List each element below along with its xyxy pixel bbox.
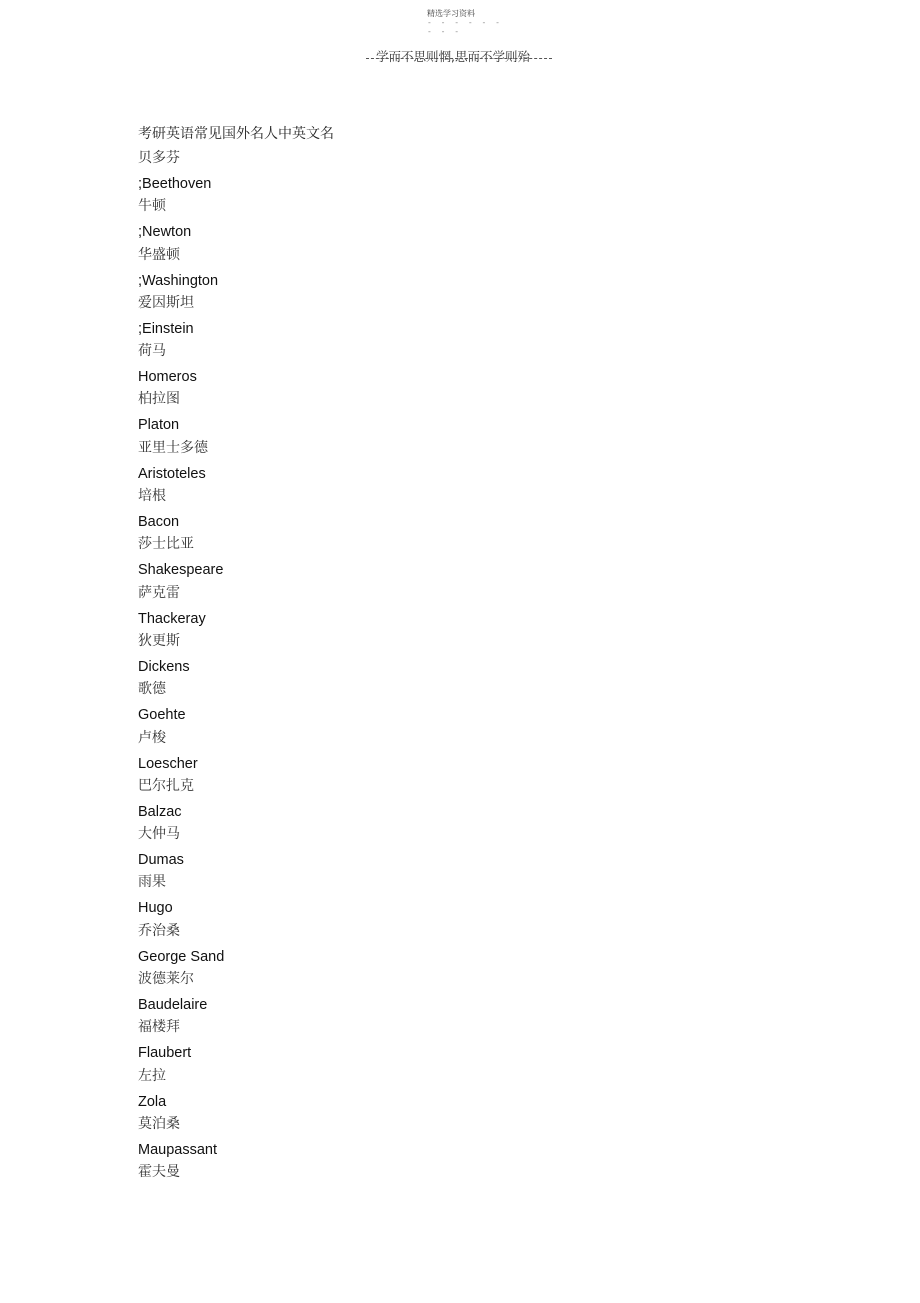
- header-label: 精选学习资料: [427, 9, 475, 18]
- page-title: 考研英语常见国外名人中英文名: [138, 126, 334, 142]
- english-name: ;Washington: [138, 272, 219, 289]
- motto-strike-line: [366, 58, 552, 59]
- english-name: Homeros: [138, 369, 197, 386]
- english-name: ;Beethoven: [138, 176, 212, 192]
- list-item: [138, 1018, 538, 1066]
- header-dashes: - - -: [427, 27, 462, 36]
- chinese-name: 柏拉图: [138, 391, 180, 408]
- english-name: Baudelaire: [138, 997, 208, 1014]
- chinese-name: 莫泊桑: [138, 1115, 180, 1132]
- chinese-name: 培根: [138, 488, 166, 505]
- chinese-name: 爱因斯坦: [138, 294, 194, 311]
- english-name: Aristoteles: [138, 465, 206, 482]
- chinese-name: 福楼拜: [138, 1019, 180, 1036]
- english-name: Platon: [138, 417, 180, 434]
- chinese-name: 荷马: [138, 343, 166, 360]
- english-name: ;Newton: [138, 224, 192, 241]
- list-item: [138, 197, 538, 245]
- chinese-name: 狄更斯: [138, 632, 180, 649]
- english-name: Flaubert: [138, 1045, 192, 1062]
- chinese-name: 霍夫曼: [138, 1164, 180, 1181]
- english-name: George Sand: [138, 948, 225, 965]
- list-item: [138, 439, 538, 487]
- english-name: Loescher: [138, 755, 198, 772]
- chinese-name: 波德莱尔: [138, 971, 194, 988]
- motto-text: 学而不思则惘,思而不学则殆: [376, 49, 530, 64]
- list-item: [138, 342, 538, 390]
- chinese-name: 乔治桑: [138, 922, 180, 939]
- english-name: ;Einstein: [138, 320, 194, 337]
- list-item: [138, 729, 538, 777]
- chinese-name: 华盛顿: [138, 246, 180, 263]
- english-name: Balzac: [138, 803, 182, 820]
- chinese-name: 贝多芬: [138, 150, 180, 166]
- english-name: Dickens: [138, 658, 190, 675]
- list-item: [138, 922, 538, 970]
- chinese-name: 萨克雷: [138, 584, 180, 601]
- chinese-name: 左拉: [138, 1067, 166, 1084]
- english-name: Zola: [138, 1093, 167, 1110]
- chinese-name: 卢梭: [138, 729, 166, 746]
- chinese-name: 亚里士多德: [138, 439, 208, 456]
- list-item: [138, 487, 538, 535]
- list-item: [138, 1067, 538, 1115]
- list-item: [138, 680, 538, 728]
- header-dashes: - - - - - -: [427, 18, 502, 27]
- list-item: [138, 149, 538, 197]
- chinese-name: 大仲马: [138, 826, 180, 843]
- english-name: Hugo: [138, 900, 173, 917]
- english-name: Goehte: [138, 707, 186, 724]
- english-name: Bacon: [138, 514, 180, 531]
- name-list: [138, 149, 538, 1212]
- chinese-name: 牛顿: [138, 198, 166, 215]
- list-item: [138, 1163, 538, 1211]
- english-name: Thackeray: [138, 610, 206, 627]
- list-item: [138, 390, 538, 438]
- list-item: [138, 970, 538, 1018]
- english-name: Shakespeare: [138, 562, 224, 579]
- list-item: [138, 294, 538, 342]
- list-item: [138, 632, 538, 680]
- list-item: [138, 1115, 538, 1163]
- list-item: [138, 584, 538, 632]
- english-name: Maupassant: [138, 1141, 217, 1158]
- chinese-name: 雨果: [138, 874, 166, 891]
- list-item: [138, 777, 538, 825]
- chinese-name: 莎士比亚: [138, 536, 194, 553]
- list-item: [138, 246, 538, 294]
- list-item: [138, 873, 538, 921]
- english-name: Dumas: [138, 852, 184, 869]
- header-motto: [366, 49, 552, 67]
- list-item: [138, 535, 538, 583]
- chinese-name: 巴尔扎克: [138, 777, 194, 794]
- list-item: [138, 825, 538, 873]
- chinese-name: 歌德: [138, 681, 166, 698]
